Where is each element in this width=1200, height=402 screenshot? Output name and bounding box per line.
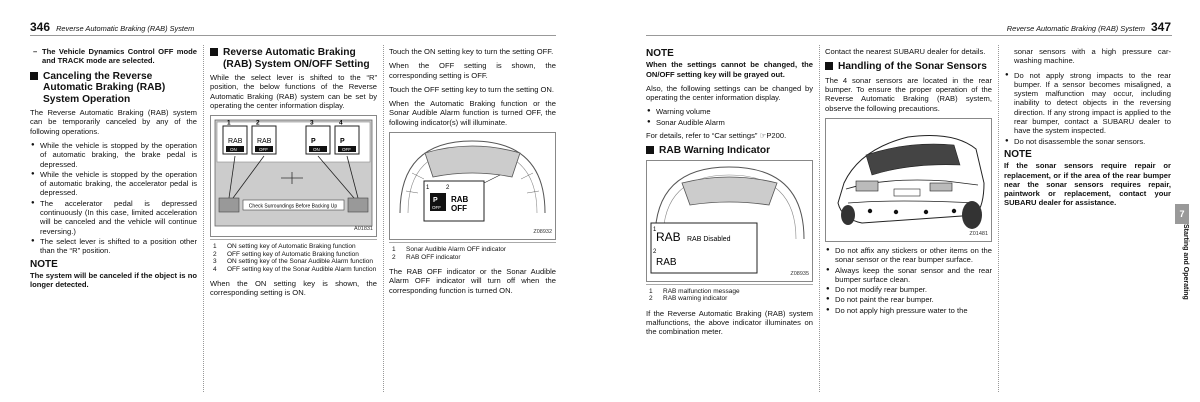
key-2-text: RAB	[257, 138, 272, 146]
list-item: ● Do not paint the rear bumper.	[825, 295, 992, 304]
section-square-icon	[30, 72, 38, 80]
right-page	[612, 0, 1200, 402]
list-item: ● Do not apply strong impacts to the rear bumper. If a sensor becomes misaligned, a system malfunction may occur, including inability to detect objects in the reversing direction. If any strong impact is applied to the rear bumper, contact a SUBARU dealer to have the system inspected.	[1004, 71, 1171, 136]
label-1: 1	[227, 119, 231, 127]
list-item: ● Do not disassemble the sonar sensors.	[1004, 137, 1171, 146]
meter-label-2: 2	[446, 185, 450, 192]
right-col-2	[825, 47, 992, 319]
chapter-side-label: Starting and Operating	[1182, 224, 1189, 300]
touch-on-text: Touch the ON setting key to turn the setting OFF.	[389, 47, 554, 56]
warning-indicator-title: RAB Warning Indicator	[646, 145, 813, 157]
canceling-bullets	[30, 141, 197, 256]
canceling-intro: The Reverse Automatic Braking (RAB) system can be temporarily canceled by any of the following operations.	[30, 108, 197, 136]
on-key-text: When the ON setting key is shown, the corresponding setting is ON.	[210, 279, 377, 298]
legend-item: 1 RAB malfunction message	[649, 287, 740, 295]
combination-meter-illustration	[390, 133, 555, 239]
section-square-icon	[646, 146, 654, 154]
note-text: If the sonar sensors require repair or replacement, or if the area of the rear bumper near the sonar sensors requires repair, paintwork or replacement, contact your SUBARU dealer for assistance.	[1004, 161, 1171, 208]
settings-bullets	[646, 107, 813, 127]
section-square-icon	[825, 62, 833, 70]
left-page	[0, 0, 588, 402]
touch-off-text: Touch the OFF setting key to turn the setting ON.	[389, 84, 555, 94]
key-1-sub: ON	[230, 147, 237, 153]
left-col-2	[210, 47, 377, 303]
settings-intro: Also, the following settings can be changed by operating the center information display.	[646, 83, 813, 103]
sonar-intro: The 4 sonar sensors are located in the rear bumper. To ensure the proper operation of the Reverse Automatic Braking (RAB) system, observe the following precautions.	[825, 75, 992, 113]
key-1-text: RAB	[228, 138, 243, 146]
figure-code: Z08935	[790, 270, 809, 277]
key-4-sub: OFF	[342, 147, 351, 153]
column-separator	[819, 45, 820, 392]
list-item: ● The accelerator pedal is depressed continuously (In this case, limited acceleration will be canceled and the vehicle will continue reversing.)	[30, 199, 197, 236]
p-off-sub: OFF	[432, 205, 441, 211]
onoff-section-title: Reverse Automatic Braking (RAB) System ON/OFF Setting	[210, 47, 377, 70]
meter-legend	[389, 242, 556, 261]
canceling-section-title: Canceling the Reverse Automatic Braking (RAB) System Operation	[30, 71, 197, 106]
left-header	[30, 20, 194, 34]
right-page-number: 347	[1150, 20, 1171, 34]
column-separator	[203, 45, 204, 392]
sonar-section-title: Handling of the Sonar Sensors	[825, 61, 992, 73]
off-shown-text: When the OFF setting is shown, the corresponding setting is OFF.	[389, 61, 556, 80]
sonar-bullets	[825, 246, 992, 315]
legend-item: 4 OFF setting key of the Sonar Audible Alarm function	[213, 265, 377, 273]
svg-text:P: P	[433, 197, 438, 205]
left-col-3	[389, 47, 556, 300]
legend-item: 2 RAB OFF indicator	[392, 253, 461, 261]
rab-off-text: OFF	[451, 204, 467, 214]
list-item: ● The select lever is shifted to a position other than the “R” position.	[30, 237, 197, 256]
section-square-icon	[210, 48, 218, 56]
right-header-rule	[646, 35, 1172, 36]
indicator-intro: When the Automatic Braking function or the Sonar Audible Alarm function is turned OFF, the following indicator(s) will illuminate.	[389, 99, 556, 127]
key-3-sub: ON	[313, 147, 320, 153]
warning-meter-illustration	[647, 161, 812, 281]
rab2-text: RAB	[656, 256, 677, 268]
list-item: ● Do not affix any stickers or other items on the sonar sensor or the rear bumper surface.	[825, 246, 992, 265]
note-text: The system will be canceled if the object is no longer detected.	[30, 270, 197, 290]
left-col-1	[30, 47, 197, 294]
left-header-title: Reverse Automatic Braking (RAB) System	[56, 24, 195, 33]
car-figure	[825, 118, 992, 242]
note-heading: NOTE	[646, 48, 674, 59]
column-separator	[383, 45, 384, 392]
list-item: ● While the vehicle is stopped by the operation of automatic braking, the brake pedal is depressed.	[30, 141, 197, 169]
right-header-title: Reverse Automatic Braking (RAB) System	[1006, 24, 1145, 33]
legend-item: 2 OFF setting key of Automatic Braking function	[213, 250, 359, 258]
left-page-number: 346	[30, 20, 51, 34]
contact-text: Contact the nearest SUBARU dealer for details.	[825, 47, 986, 56]
list-item: ● Do not modify rear bumper.	[825, 285, 992, 294]
sonar-bullets-cont	[1004, 71, 1171, 146]
car-settings-ref: For details, refer to “Car settings” ☞P200.	[646, 131, 787, 141]
continued-text: sonar sensors with a high pressure car-washing machine.	[1014, 47, 1171, 66]
figure-code: A01831	[354, 225, 373, 232]
note-heading: NOTE	[30, 258, 58, 270]
list-item: ● While the vehicle is stopped by the operation of automatic braking, the accelerator pedal is depressed.	[30, 170, 197, 198]
warning-label-2: 2	[653, 248, 657, 255]
key-2-sub: OFF	[259, 147, 268, 153]
left-header-rule	[30, 35, 556, 36]
label-4: 4	[339, 119, 343, 127]
label-3: 3	[310, 119, 314, 127]
figure-code: Z01481	[969, 230, 988, 237]
legend-item: 1 Sonar Audible Alarm OFF indicator	[392, 246, 507, 254]
meter-figure	[389, 132, 556, 240]
right-header	[1007, 20, 1171, 34]
center-display-illustration	[211, 116, 376, 236]
warning-legend	[646, 284, 813, 303]
rear-car-illustration	[826, 119, 991, 241]
legend-item: 2 RAB warning indicator	[649, 295, 728, 303]
onoff-intro: While the select lever is shifted to the “R” position, the below functions of the Reverse Automatic Braking (RAB) system can be set by operating the center information display.	[210, 73, 377, 110]
rab-text: RAB	[451, 195, 469, 205]
warning-label-1: 1	[653, 226, 657, 233]
meter-label-1: 1	[426, 185, 430, 192]
dash-item: – The Vehicle Dynamics Control OFF mode and TRACK mode are selected.	[30, 47, 197, 66]
column-separator	[998, 45, 999, 392]
legend-item: 1 ON setting key of Automatic Braking function	[213, 243, 356, 251]
rab-disabled-text: RAB Disabled	[687, 235, 731, 243]
key-4-text: P	[340, 138, 345, 146]
list-item: ● Always keep the sonar sensor and the rear bumper surface clean.	[825, 266, 992, 285]
warning-figure	[646, 160, 813, 282]
legend-item: 3 ON setting key of the Sonar Audible Alarm function	[213, 258, 373, 266]
list-item: ● Sonar Audible Alarm	[646, 118, 813, 127]
list-item: ● Warning volume	[646, 107, 813, 116]
figure-code: Z08932	[533, 228, 552, 235]
rab1-text: RAB	[656, 229, 681, 244]
display-legend	[210, 239, 377, 273]
list-item: ● Do not apply high pressure water to the	[825, 306, 992, 315]
banner-text: Check Surroundings Before Backing Up	[248, 203, 338, 210]
chapter-tab[interactable]: 7	[1175, 204, 1189, 224]
off-indicator-text: The RAB OFF indicator or the Sonar Audible Alarm OFF indicator will turn off when the corresponding function is turned ON.	[389, 267, 556, 295]
right-col-1	[646, 47, 813, 342]
right-col-3	[1004, 47, 1171, 213]
key-3-text: P	[311, 138, 316, 146]
label-2: 2	[256, 119, 260, 127]
display-figure	[210, 115, 377, 237]
malfunction-text: If the Reverse Automatic Braking (RAB) system malfunctions, the above indicator illuminates on the combination meter.	[646, 308, 813, 337]
note-text: When the settings cannot be changed, the ON/OFF setting key will be grayed out.	[646, 60, 813, 79]
note-heading: NOTE	[1004, 148, 1032, 160]
